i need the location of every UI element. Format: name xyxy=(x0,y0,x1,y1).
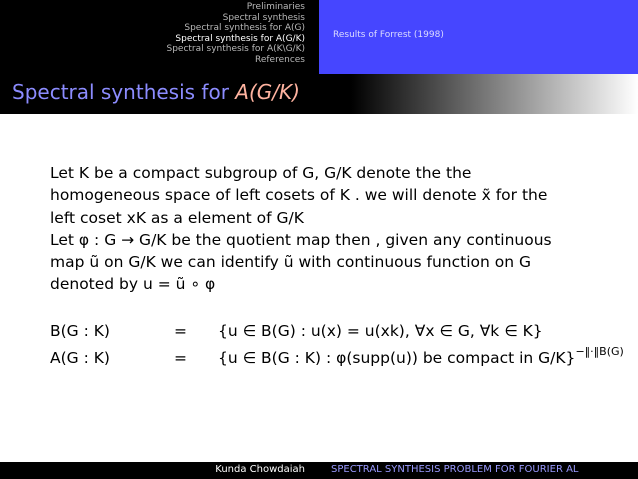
frame-title xyxy=(12,80,300,104)
footer-title-panel xyxy=(319,462,638,479)
frame-title-bar xyxy=(0,74,638,114)
body-line: homogeneous space of left cosets of K . we will denote x̃ for the xyxy=(50,186,548,205)
section-link-spectral-synthesis-akgk[interactable]: Spectral synthesis for A(K\G/K) xyxy=(166,44,305,55)
frame-title-highlight: A(G/K) xyxy=(235,80,300,104)
section-link-spectral-synthesis[interactable]: Spectral synthesis xyxy=(222,12,305,23)
frame-title-prefix: Spectral synthesis for xyxy=(12,80,236,104)
equation-lhs: A(G : K) xyxy=(50,349,110,367)
footer-bar xyxy=(0,462,638,479)
section-link-preliminaries[interactable]: Preliminaries xyxy=(246,2,305,12)
equation-rhs-text: {u ∈ B(G : K) : φ(supp(u)) be compact in G/K} xyxy=(218,349,576,367)
header-bar xyxy=(0,0,638,74)
body-line: Let K be a compact subgroup of G, G/K denote the the xyxy=(50,164,472,182)
section-list xyxy=(166,2,305,66)
section-link-spectral-synthesis-ag[interactable]: Spectral synthesis for A(G) xyxy=(184,23,305,34)
body-line: map ũ on G/K we can identify ũ with continuous function on G xyxy=(50,253,531,272)
footer-title: SPECTRAL SYNTHESIS PROBLEM FOR FOURIER AL xyxy=(331,464,579,475)
equation-lhs: B(G : K) xyxy=(50,322,110,340)
equation-closure-superscript: −‖·‖B(G) xyxy=(575,345,624,358)
subsection-link[interactable]: Results of Forrest (1998) xyxy=(333,30,444,40)
section-link-references[interactable]: References xyxy=(254,54,305,65)
body-line: denoted by u = ũ ∘ φ xyxy=(50,275,216,294)
body-line: left coset xK as a element of G/K xyxy=(50,208,304,227)
footer-author-panel xyxy=(0,462,319,479)
body-line: Let φ : G → G/K be the quotient map then , given any continuous xyxy=(50,230,552,249)
section-navigation xyxy=(0,0,319,74)
equation-rhs xyxy=(218,345,624,367)
slide-body xyxy=(50,162,630,296)
subsection-navigation xyxy=(319,0,638,74)
section-link-spectral-synthesis-agk[interactable]: Spectral synthesis for A(G/K) xyxy=(175,33,305,44)
equation-rhs: {u ∈ B(G) : u(x) = u(xk), ∀x ∈ G, ∀k ∈ K} xyxy=(218,322,543,340)
footer-author: Kunda Chowdaiah xyxy=(215,464,305,475)
equation-operator: = xyxy=(174,322,187,340)
equation-operator: = xyxy=(174,349,187,367)
